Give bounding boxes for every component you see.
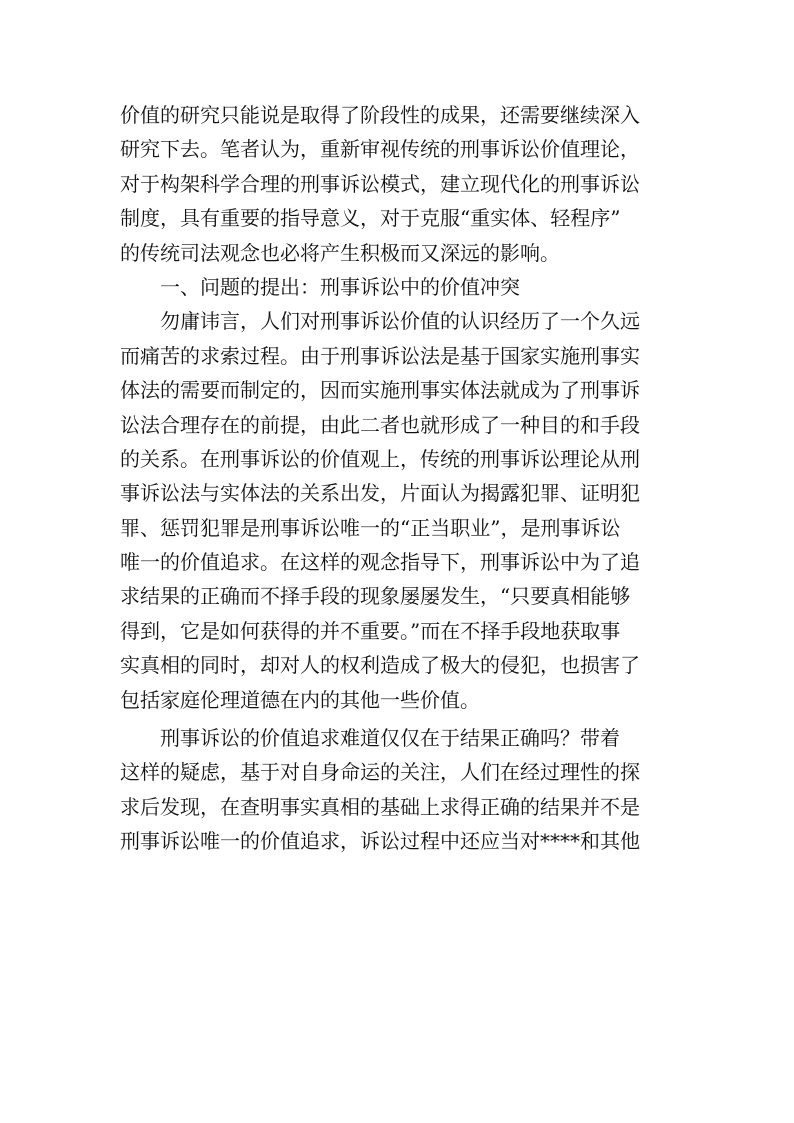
text-line: 的关系。在刑事诉讼的价值观上，传统的刑事诉讼理论从刑 xyxy=(120,446,640,471)
text-line: 刑事诉讼的价值追求难道仅仅在于结果正确吗？带着 xyxy=(160,726,620,751)
text-line: 求后发现，在查明事实真相的基础上求得正确的结果并不是 xyxy=(120,794,640,819)
text-line: 勿庸讳言，人们对刑事诉讼价值的认识经历了一个久远 xyxy=(160,309,640,334)
text-line: 研究下去。笔者认为，重新审视传统的刑事诉讼价值理论， xyxy=(120,137,640,162)
text-line: 罪、惩罚犯罪是刑事诉讼唯一的“正当职业”，是刑事诉讼 xyxy=(120,515,621,540)
text-line: 包括家庭伦理道德在内的其他一些价值。 xyxy=(120,687,480,712)
section-heading-text: 一、问题的提出：刑事诉讼中的价值冲突 xyxy=(160,274,520,299)
paragraph xyxy=(120,721,680,859)
text-line: 的传统司法观念也必将产生积极而又深远的影响。 xyxy=(120,240,560,265)
section-heading xyxy=(120,270,680,304)
text-line: 事诉讼法与实体法的关系出发，片面认为揭露犯罪、证明犯 xyxy=(120,481,640,506)
text-line: 讼法合理存在的前提，由此二者也就形成了一种目的和手段 xyxy=(120,412,640,437)
text-line: 制度，具有重要的指导意义，对于克服“重实体、轻程序” xyxy=(120,206,621,231)
paragraph xyxy=(120,304,680,717)
text-line: 这样的疑虑，基于对自身命运的关注，人们在经过理性的探 xyxy=(120,760,640,785)
document-body xyxy=(120,98,680,859)
text-line: 得到，它是如何获得的并不重要。”而在不择手段地获取事 xyxy=(120,618,621,643)
text-line: 唯一的价值追求。在这样的观念指导下，刑事诉讼中为了追 xyxy=(120,550,640,575)
text-line: 实真相的同时，却对人的权利造成了极大的侵犯，也损害了 xyxy=(120,653,640,678)
paragraph xyxy=(120,98,680,270)
text-line: 对于构架科学合理的刑事诉讼模式，建立现代化的刑事诉讼 xyxy=(120,171,640,196)
text-line: 价值的研究只能说是取得了阶段性的成果，还需要继续深入 xyxy=(120,103,640,127)
text-line: 求结果的正确而不择手段的现象屡屡发生，“只要真相能够 xyxy=(120,584,631,609)
text-line: 而痛苦的求索过程。由于刑事诉讼法是基于国家实施刑事实 xyxy=(120,343,640,368)
text-line: 刑事诉讼唯一的价值追求，诉讼过程中还应当对****和其他 xyxy=(120,829,640,854)
text-line: 体法的需要而制定的，因而实施刑事实体法就成为了刑事诉 xyxy=(120,378,640,403)
